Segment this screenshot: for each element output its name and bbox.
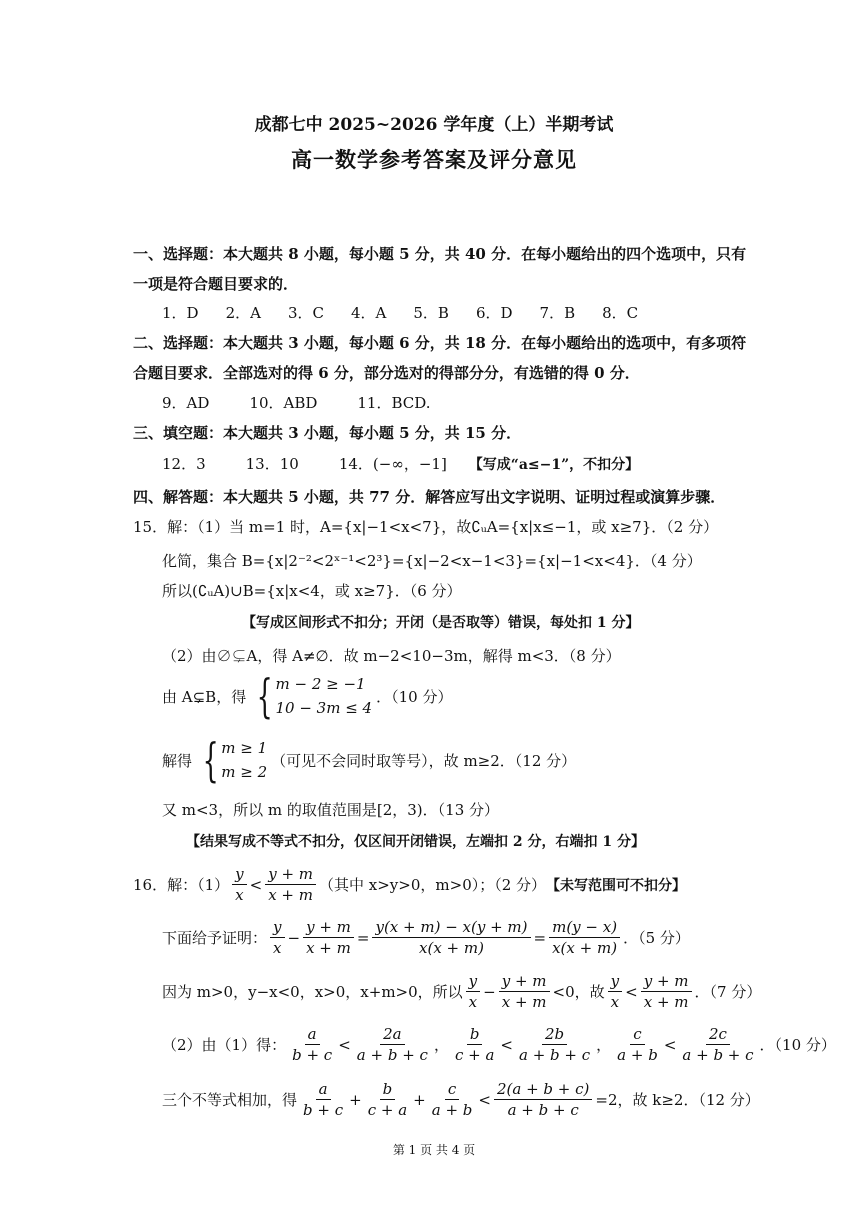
q15-system2-eq1: m ≥ 1 [221, 739, 268, 757]
scoring-note: 【写成“a≤−1”，不扣分】 [468, 457, 640, 473]
fraction-combined: $\frac{y(x + m) - x(y + m)}{x(x + m)}$ [372, 918, 530, 957]
exam-title: 成都七中 2025~2026 学年度（上）半期考试 [254, 115, 614, 135]
section4-header: 四、解答题：本大题共 5 小题，共 77 分．解答应写出文字说明、证明过程或演算步骤． [133, 488, 726, 506]
fraction-y-over-x: $\frac{y}{x}$ [466, 972, 480, 1011]
answer-5: 5．B [413, 304, 449, 322]
q16-line3-prefix: 因为 m>0，y−x<0，x>0，x+m>0，所以 [162, 983, 463, 1001]
q15-system2 [196, 733, 268, 787]
brace-icon: { [202, 733, 219, 787]
q16-line3: 因为 m>0，y−x<0，x>0，x+m>0，所以 $\frac{y}{x}$ − $\frac{y + m}{x + m}$ <0，故 $\frac{y}{x}$ < $\frac{y + m}{x + m}$ ．（7 分） [162, 972, 762, 1011]
q15-line5 [162, 669, 453, 723]
q16-line5: 三个不等式相加，得 $\frac{a}{b + c}$ + $\frac{b}{c + a}$ + $\frac{c}{a + b}$ < $\frac{2(a + b + c)}{a + b + c}$ =2，故 k≥2．（12 分） [162, 1080, 760, 1119]
q15-system1-eq1: m − 2 ≥ −1 [275, 675, 366, 693]
q16-line2-prefix: 下面给予证明： [162, 929, 268, 947]
answer-1: 1．D [162, 304, 199, 322]
page-footer: 第 1 页 共 4 页 [392, 1143, 476, 1157]
fraction-y-over-x: $\frac{y}{x}$ [270, 918, 284, 957]
answer-7: 7．B [539, 304, 576, 322]
q15-line6-prefix: 解得 [162, 751, 193, 770]
q15-note1: 【写成区间形式不扣分；开闭（是否取等）错误，每处扣 1 分】 [242, 615, 640, 631]
answer-3: 3．C [287, 304, 324, 322]
q15-line7: 又 m<3，所以 m 的取值范围是[2，3)．（13 分） [162, 801, 500, 819]
q16-line4: （2）由（1）得： $\frac{a}{b + c}$ < $\frac{2a}{a + b + c}$ ， $\frac{b}{c + a}$ < $\frac{2b}{a + b + c}$ ， $\frac{c}{a + b}$ < $\frac{2c}{a + b + c}$ ．（10 分） [162, 1025, 836, 1064]
q16-line2: 下面给予证明： $\frac{y}{x}$ − $\frac{y + m}{x + m}$ = $\frac{y(x + m) - x(y + m)}{x(x + m)}$ = $\frac{m(y - x)}{x(x + m)}$ ．（5 分） [162, 918, 690, 957]
q16-line1: 16．解：（1） $\frac{y}{x}$ < $\frac{y + m}{x + m}$ （其中 x>y>0，m>0）；（2 分） 【未写范围可不扣分】 [133, 865, 687, 904]
q15-line5-suffix: ．（10 分） [376, 687, 453, 706]
q15-system1 [250, 669, 373, 723]
q16-line4-prefix: （2）由（1）得： [162, 1036, 287, 1054]
section3-answers [162, 453, 639, 474]
section2-header-line1: 二、选择题：本大题共 3 小题，每小题 6 分，共 18 分．在每小题给出的选项中，有多项符 [133, 334, 747, 352]
fraction-ym-over-xm: $\frac{y + m}{x + m}$ [265, 865, 316, 904]
q16-line2-suffix: ．（5 分） [623, 929, 690, 947]
answer-2: 2．A [225, 304, 261, 322]
answer-10: 10．ABD [249, 394, 318, 412]
q15-line4: （2）由∅⊊A，得 A≠∅．故 m−2<10−3m，解得 m<3．（8 分） [162, 647, 621, 665]
fraction-simplified: $\frac{m(y - x)}{x(x + m)}$ [549, 918, 620, 957]
q16-line1-prefix: 16．解：（1） [133, 876, 230, 894]
fraction-ym-over-xm: $\frac{y + m}{x + m}$ [499, 972, 550, 1011]
q16-line1-suffix: （其中 x>y>0，m>0）；（2 分） [319, 876, 547, 894]
answer-13: 13．10 [245, 455, 299, 473]
fraction-ym-over-xm: $\frac{y + m}{x + m}$ [641, 972, 692, 1011]
section1-header-line2: 一项是符合题目要求的． [133, 275, 299, 293]
brace-icon: { [256, 669, 273, 723]
answer-4: 4．A [351, 304, 387, 322]
section2-answers [162, 392, 458, 413]
q15-note2: 【结果写成不等式不扣分，仅区间开闭错误，左端扣 2 分，右端扣 1 分】 [186, 834, 645, 850]
fraction-ym-over-xm: $\frac{y + m}{x + m}$ [303, 918, 354, 957]
q15-line5-prefix: 由 A⊊B，得 [162, 687, 247, 706]
q15-line1: 15．解：（1）当 m=1 时，A={x|−1<x<7}，故∁ᵤA={x|x≤−1，或 x≥7}．（2 分） [133, 518, 719, 536]
q15-line2: 化简，集合 B={x|2⁻²<2ˣ⁻¹<2³}={x|−2<x−1<3}={x|−1<x<4}．（4 分） [162, 552, 702, 570]
document-title: 高一数学参考答案及评分意见 [291, 147, 577, 172]
q16-line5-prefix: 三个不等式相加，得 [162, 1091, 298, 1109]
q15-system2-eq2: m ≥ 2 [221, 763, 268, 781]
answer-11: 11．BCD. [357, 394, 431, 412]
fraction-y-over-x: $\frac{y}{x}$ [232, 865, 246, 904]
q15-line3: 所以(∁ᵤA)∪B={x|x<4，或 x≥7}．（6 分） [162, 582, 462, 600]
q15-line6-suffix: （可见不会同时取等号），故 m≥2．（12 分） [271, 751, 577, 770]
q15-system1-eq2: 10 − 3m ≤ 4 [275, 699, 373, 717]
section3-header: 三、填空题：本大题共 3 小题，每小题 5 分，共 15 分． [133, 424, 522, 442]
section1-header-line1: 一、选择题：本大题共 8 小题，每小题 5 分，共 40 分．在每小题给出的四个选项中，只有 [133, 245, 747, 263]
answer-6: 6．D [475, 304, 513, 322]
q15-line6 [162, 733, 577, 787]
q16-note1: 【未写范围可不扣分】 [546, 877, 687, 894]
section2-header-line2: 合题目要求．全部选对的得 6 分，部分选对的得部分分，有选错的得 0 分． [133, 364, 640, 382]
answer-12: 12．3 [162, 455, 206, 473]
section1-answers [162, 302, 665, 323]
answer-8: 8．C [602, 304, 639, 322]
answer-14: 14．(−∞，−1] [338, 455, 447, 473]
answer-9: 9．AD [162, 394, 210, 412]
fraction-y-over-x: $\frac{y}{x}$ [608, 972, 622, 1011]
